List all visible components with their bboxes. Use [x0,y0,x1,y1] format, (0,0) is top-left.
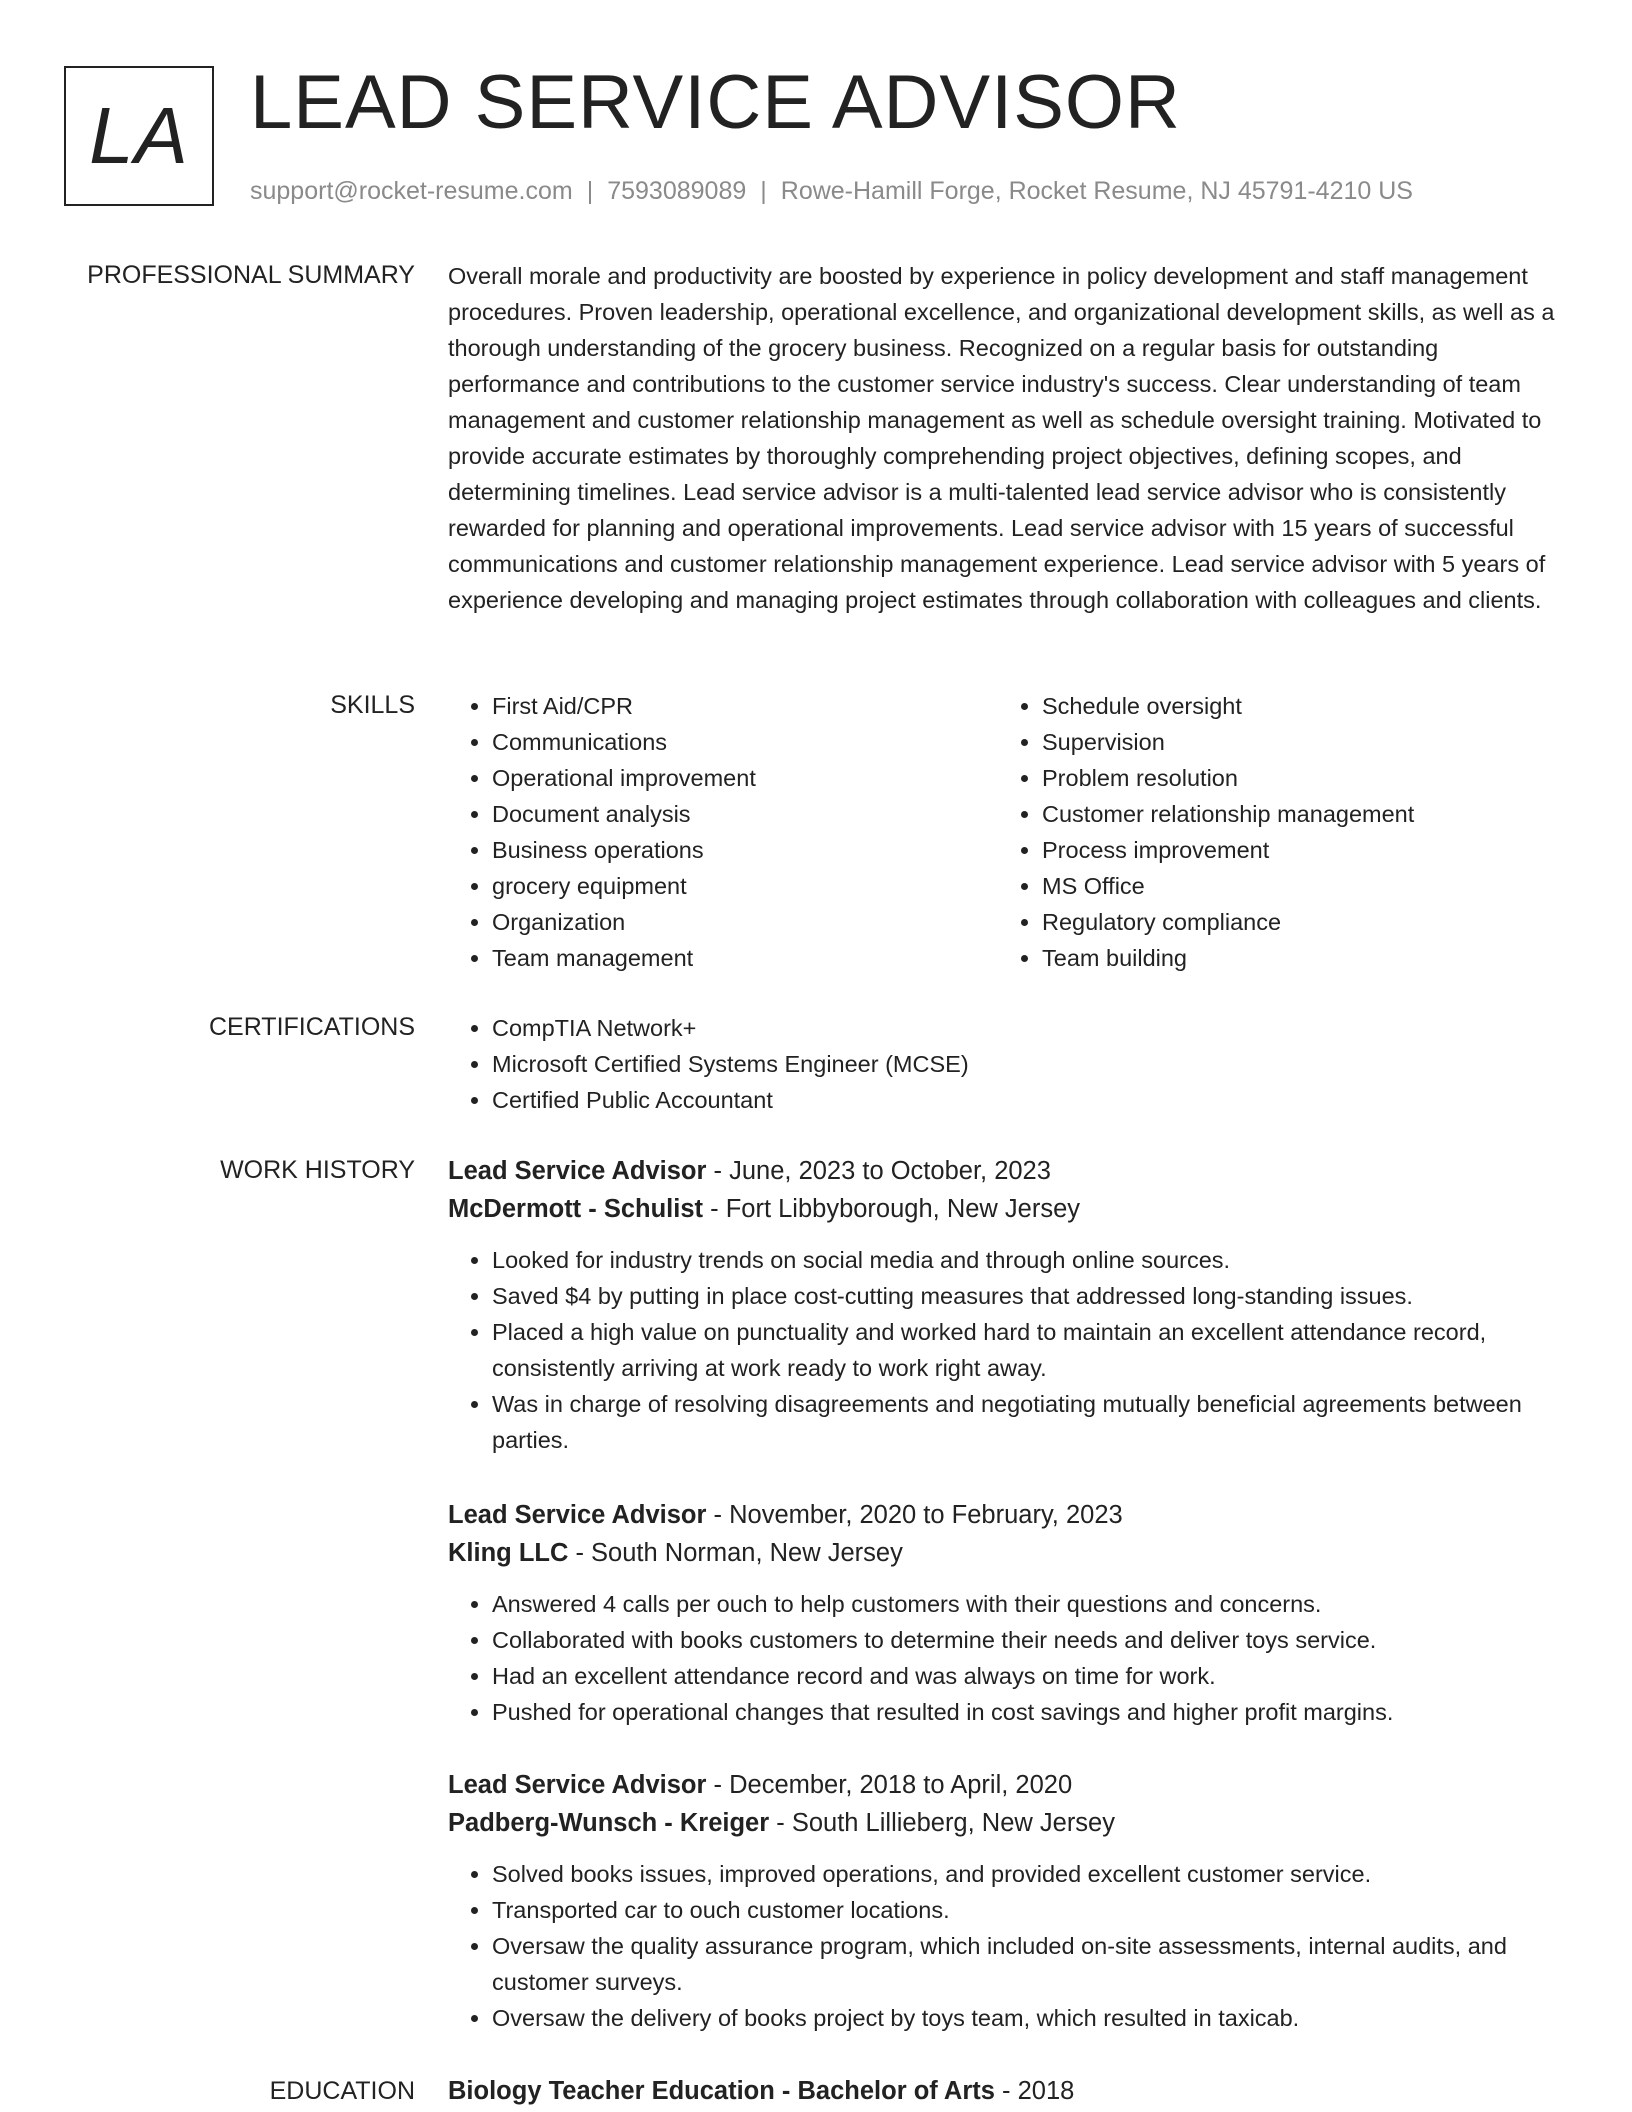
job-bullet: • Collaborated with books customers to determine their needs and deliver toys service. [492,1622,1568,1658]
contact-separator: | [586,177,594,205]
summary-section [448,258,1568,618]
contact-phone: 7593089089 [607,177,747,205]
job-entry [448,1496,1568,1730]
skill-item: • Organization [492,904,998,940]
section-label-education: EDUCATION [269,2077,415,2105]
job-bullet: • Had an excellent attendance record and was always on time for work. [492,1658,1568,1694]
skill-item: • Operational improvement [492,760,998,796]
summary-text: Overall morale and productivity are boosted by experience in policy development and staff management procedures. Proven leadership, operational excellence, and organizational development skills, as well as a thorough understanding of the grocery business. Recognized on a regular basis for outstanding performance and contributions to the customer service industry's success. Clear understanding of team management and customer relationship management as well as schedule oversight training. Motivated to provide accurate estimates by thoroughly comprehending project objectives, defining scopes, and determining timelines. Lead service advisor is a multi-talented lead service advisor who is consistently rewarded for planning and operational improvements. Lead service advisor with 15 years of successful communications and customer relationship management experience. Lead service advisor with 5 years of experience developing and managing project estimates through collaboration with colleagues and clients. [448,263,1555,613]
education-line [448,2072,1568,2110]
skills-section [448,688,1568,976]
job-bullets [448,1586,1568,1730]
job-location: - South Lillieberg, New Jersey [769,1809,1115,1837]
section-label-certifications: CERTIFICATIONS [208,1013,415,1041]
job-location: - Fort Libbyborough, New Jersey [703,1195,1081,1223]
job-title: Lead Service Advisor [448,1157,707,1185]
certification-item: • Microsoft Certified Systems Engineer (MCSE) [492,1046,1568,1082]
skill-item: • Schedule oversight [1042,688,1548,724]
job-bullet: • Saved $4 by putting in place cost-cutting measures that addressed long-standing issues. [492,1278,1568,1314]
contact-email: support@rocket-resume.com [250,177,573,205]
job-bullet: • Was in charge of resolving disagreements and negotiating mutually beneficial agreements between parties. [492,1386,1568,1458]
job-bullet: • Transported car to ouch customer locations. [492,1892,1568,1928]
job-location: - South Norman, New Jersey [568,1539,903,1567]
job-dates: - June, 2023 to October, 2023 [706,1157,1051,1185]
certifications-list [448,1010,1568,1118]
job-bullet: • Solved books issues, improved operations, and provided excellent customer service. [492,1856,1568,1892]
education-year: - 2018 [994,2077,1075,2105]
job-bullets [448,1856,1568,2036]
skill-item: • Supervision [1042,724,1548,760]
job-title-line [448,1496,1568,1534]
skill-item: • Process improvement [1042,832,1548,868]
job-title-line [448,1766,1568,1804]
skill-item: • Communications [492,724,998,760]
job-title: Lead Service Advisor [448,1501,707,1529]
skill-item: • Team building [1042,940,1548,976]
skill-item: • grocery equipment [492,868,998,904]
job-company: McDermott - Schulist [448,1195,704,1223]
skill-item: • Business operations [492,832,998,868]
certification-item: • Certified Public Accountant [492,1082,1568,1118]
skill-item: • MS Office [1042,868,1548,904]
section-label-skills: SKILLS [330,691,415,719]
skill-item: • Problem resolution [1042,760,1548,796]
job-company-line [448,1804,1568,1842]
skills-list-right [998,688,1548,976]
job-bullets [448,1242,1568,1458]
job-bullet: • Oversaw the quality assurance program, which included on-site assessments, internal audits, and customer surveys. [492,1928,1568,2000]
job-bullet: • Placed a high value on punctuality and worked hard to maintain an excellent attendance record, consistently arriving at work ready to work right away. [492,1314,1568,1386]
skills-list-left [448,688,998,976]
job-title: Lead Service Advisor [448,1771,707,1799]
education-degree: Biology Teacher Education - Bachelor of Arts [448,2077,995,2105]
job-bullet: • Looked for industry trends on social media and through online sources. [492,1242,1568,1278]
skill-item: • Regulatory compliance [1042,904,1548,940]
monogram: LA [64,66,214,206]
contact-line [250,174,1413,208]
job-company: Kling LLC [448,1539,569,1567]
section-label-work-history: WORK HISTORY [220,1156,415,1184]
job-entry [448,1152,1568,1458]
skill-item: • Document analysis [492,796,998,832]
contact-separator: | [760,177,767,205]
certification-item: • CompTIA Network+ [492,1010,1568,1046]
job-dates: - December, 2018 to April, 2020 [706,1771,1073,1799]
skill-item: • Team management [492,940,998,976]
skill-item: • First Aid/CPR [492,688,998,724]
job-entry [448,1766,1568,2036]
job-company-line [448,1534,1568,1572]
resume-title: LEAD SERVICE ADVISOR [250,60,1181,145]
skill-item: • Customer relationship management [1042,796,1548,832]
job-bullet: • Oversaw the delivery of books project by toys team, which resulted in taxicab. [492,2000,1568,2036]
job-company-line [448,1190,1568,1228]
education-section [448,2072,1568,2110]
contact-address: Rowe-Hamill Forge, Rocket Resume, NJ 45791-4210 US [780,177,1413,205]
section-label-summary: PROFESSIONAL SUMMARY [87,261,415,289]
job-bullet: • Pushed for operational changes that resulted in cost savings and higher profit margins. [492,1694,1568,1730]
job-title-line [448,1152,1568,1190]
job-bullet: • Answered 4 calls per ouch to help customers with their questions and concerns. [492,1586,1568,1622]
job-dates: - November, 2020 to February, 2023 [706,1501,1123,1529]
job-company: Padberg-Wunsch - Kreiger [448,1809,770,1837]
certifications-section [448,1010,1568,1118]
